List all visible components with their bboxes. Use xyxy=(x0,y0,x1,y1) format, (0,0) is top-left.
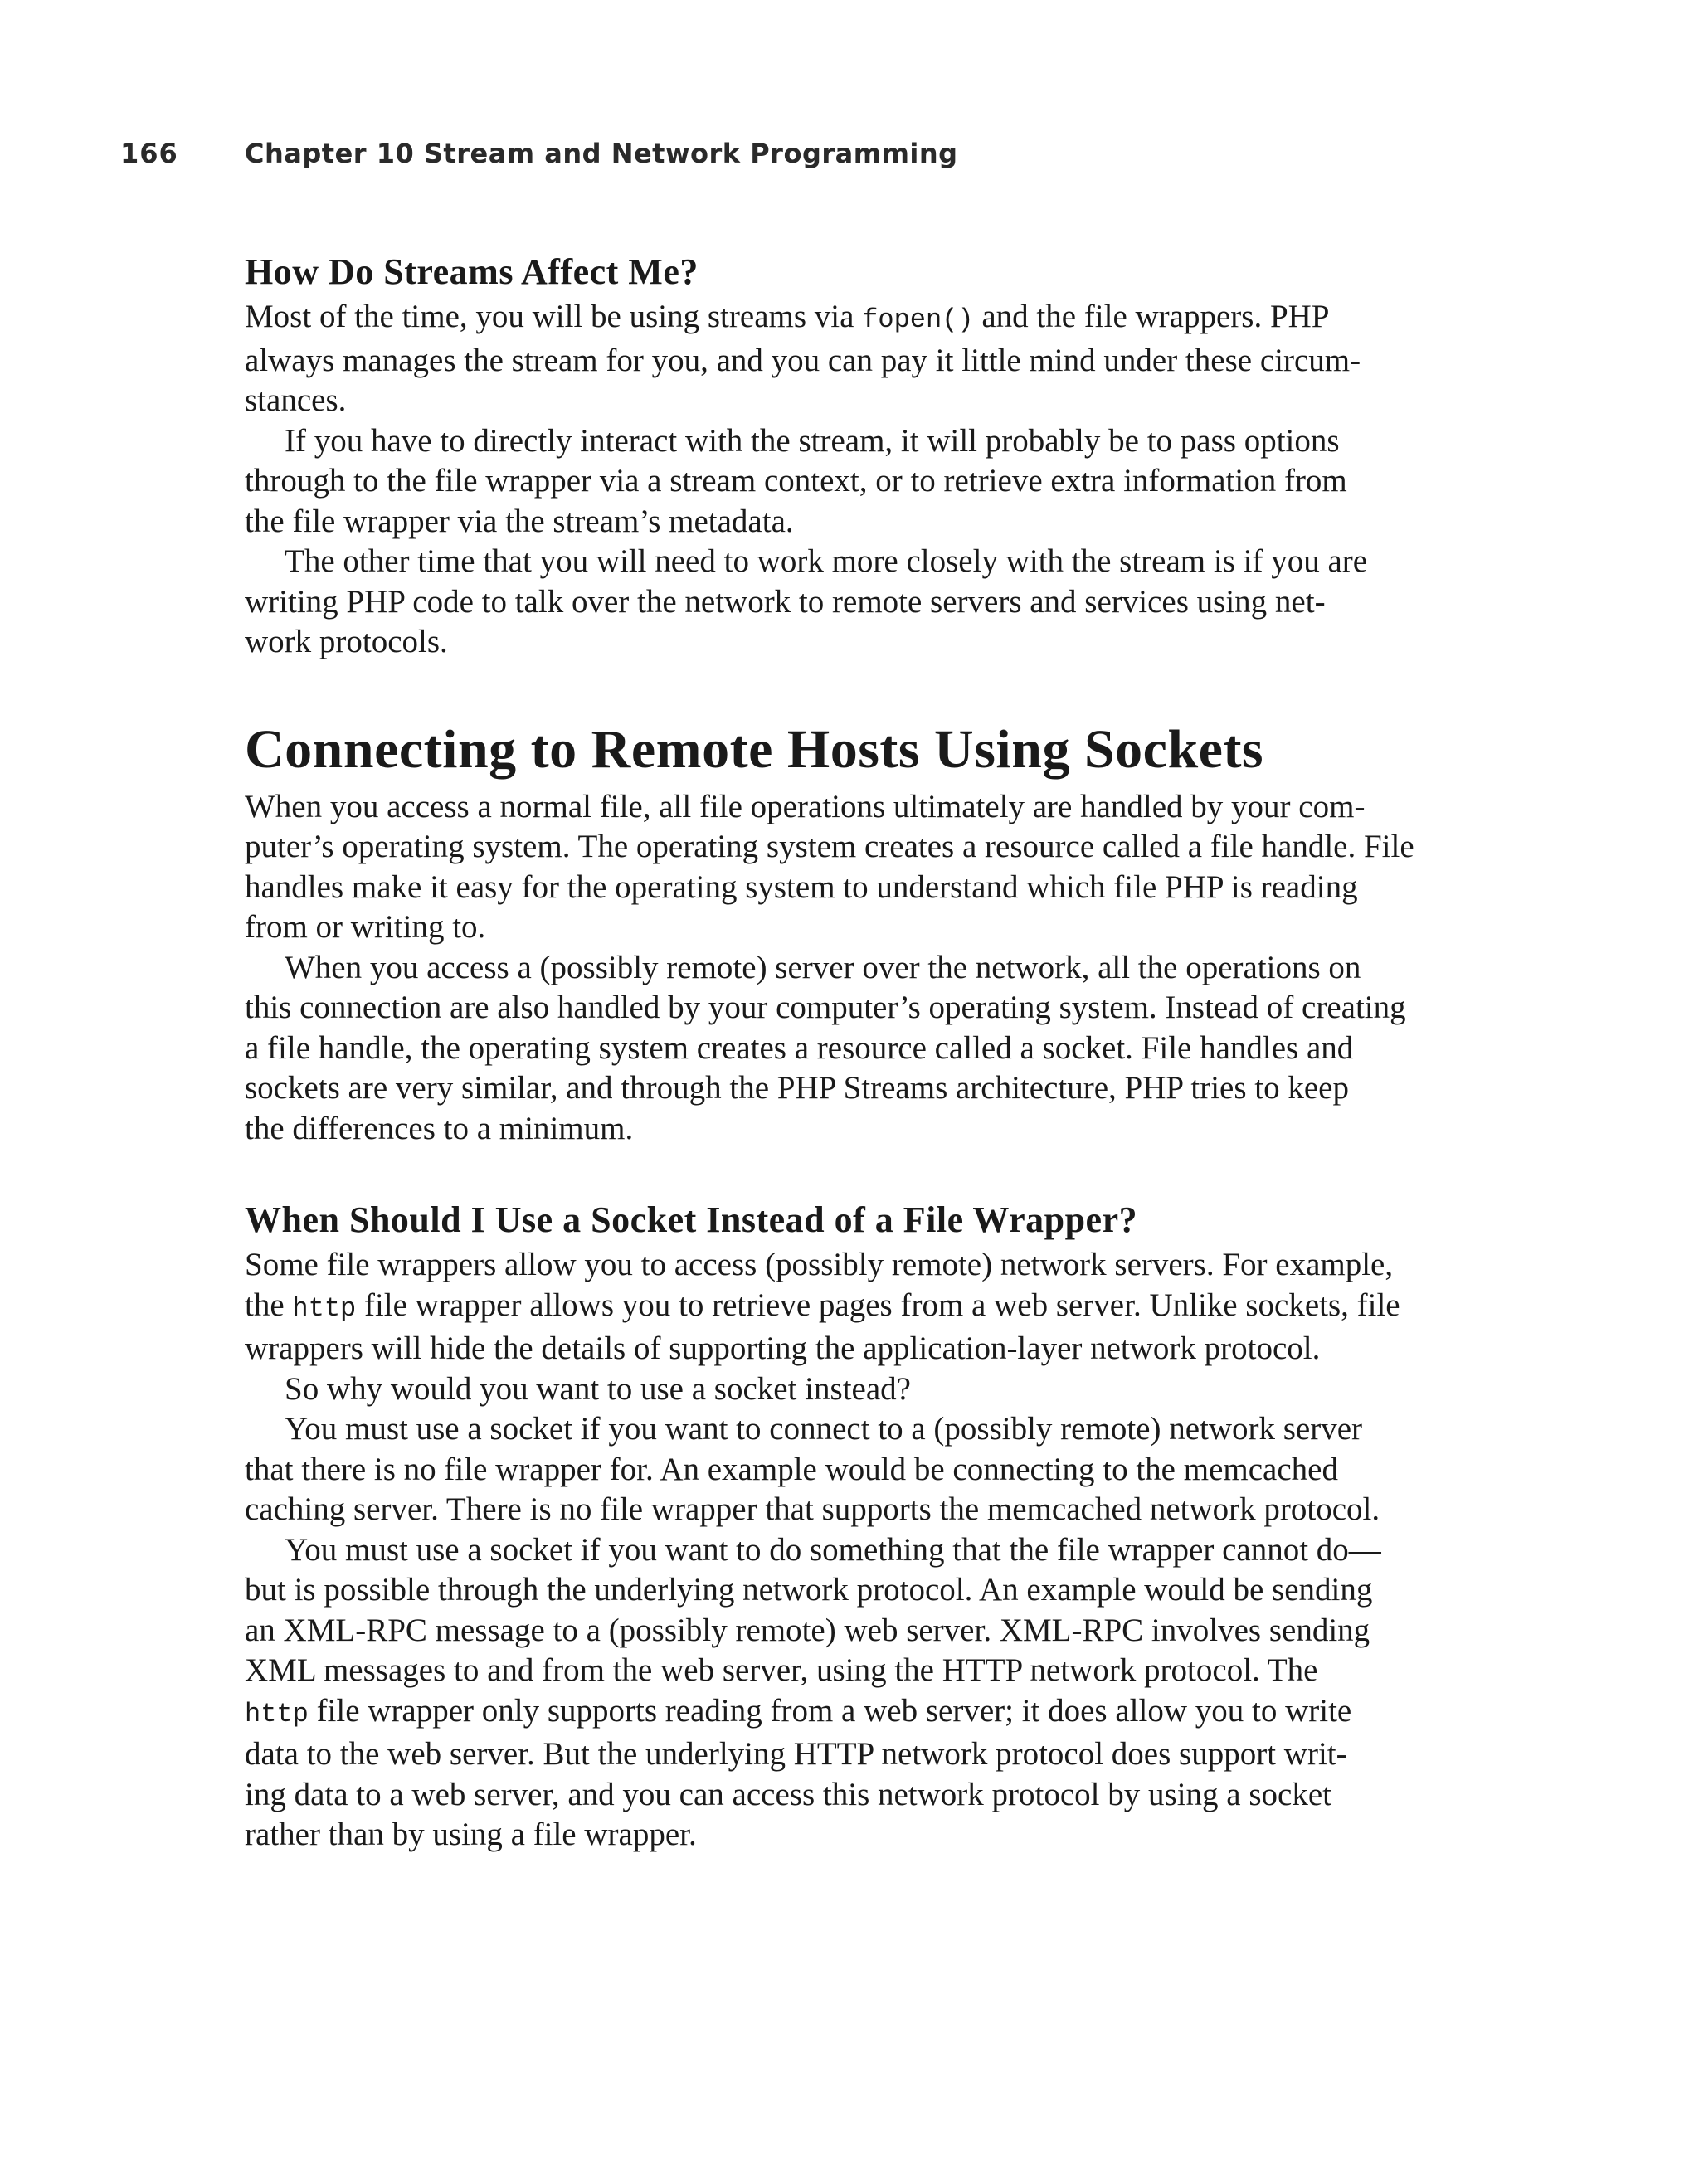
paragraph-memcached xyxy=(245,1409,1448,1530)
text-line: The other time that you will need to work more closely with the stream is if you are xyxy=(285,543,1368,579)
chapter-title: Chapter 10 Stream and Network Programming xyxy=(245,138,958,169)
page-number: 166 xyxy=(120,138,178,169)
text-line: the file wrapper via the stream’s metadata. xyxy=(245,503,794,539)
running-head xyxy=(120,133,1448,174)
text-line: ing data to a web server, and you can access this network protocol by using a socket xyxy=(245,1776,1331,1812)
text-line: from or writing to. xyxy=(245,909,486,945)
paragraph-xml-rpc xyxy=(245,1530,1448,1856)
paragraph-network-protocols xyxy=(245,542,1448,663)
text-run: the xyxy=(245,1287,293,1323)
text-line: an XML-RPC message to a (possibly remote) web server. XML-RPC involves sending xyxy=(245,1612,1370,1648)
text-line: through to the file wrapper via a stream context, or to retrieve extra information from xyxy=(245,463,1347,499)
text-run: file wrapper only supports reading from a web server; it does allow you to write xyxy=(308,1692,1352,1729)
text-line: You must use a socket if you want to connect to a (possibly remote) network server xyxy=(285,1411,1363,1447)
text-line: but is possible through the underlying network protocol. An example would be sending xyxy=(245,1572,1373,1608)
text-line: rather than by using a file wrapper. xyxy=(245,1817,697,1852)
text-line: So why would you want to use a socket instead? xyxy=(285,1370,911,1407)
paragraph-file-wrappers xyxy=(245,1245,1448,1369)
text-line: always manages the stream for you, and you can pay it little mind under these circum- xyxy=(245,342,1361,378)
text-run: and the file wrappers. PHP xyxy=(973,299,1330,334)
paragraph-why-socket xyxy=(245,1369,1448,1410)
text-line xyxy=(245,1286,1448,1330)
paragraph-sockets xyxy=(245,948,1448,1150)
text-line: stances. xyxy=(245,382,347,418)
text-line: that there is no file wrapper for. An example would be connecting to the memcached xyxy=(245,1451,1338,1487)
paragraph-stream-interaction xyxy=(245,421,1448,542)
text-line: this connection are also handled by your computer’s operating system. Instead of creating xyxy=(245,990,1406,1025)
text-line xyxy=(245,1691,1448,1735)
text-line: sockets are very similar, and through the PHP Streams architecture, PHP tries to keep xyxy=(245,1070,1349,1106)
inline-code-fopen: fopen() xyxy=(862,304,974,335)
text-line xyxy=(245,297,1448,341)
heading-connecting-to-remote-hosts: Connecting to Remote Hosts Using Sockets xyxy=(245,718,1264,780)
text-line: wrappers will hide the details of supporting the application-layer network protocol. xyxy=(245,1330,1321,1366)
text-line: a file handle, the operating system creates a resource called a socket. File handles and xyxy=(245,1029,1354,1066)
text-line: Some file wrappers allow you to access (possibly remote) network servers. For example, xyxy=(245,1247,1394,1282)
paragraph-file-handles xyxy=(245,787,1448,948)
text-line: XML messages to and from the web server, using the HTTP network protocol. The xyxy=(245,1652,1318,1688)
text-line: If you have to directly interact with the stream, it will probably be to pass options xyxy=(285,422,1340,459)
text-line: When you access a (possibly remote) server over the network, all the operations on xyxy=(285,949,1361,985)
text-line: puter’s operating system. The operating system creates a resource called a file handle. File xyxy=(245,829,1414,864)
inline-code-http: http xyxy=(292,1292,357,1324)
text-line: writing PHP code to talk over the network to remote servers and services using net- xyxy=(245,583,1326,620)
text-line: the differences to a minimum. xyxy=(245,1110,634,1146)
paragraph-streams-intro xyxy=(245,297,1448,421)
text-line: work protocols. xyxy=(245,624,448,659)
heading-when-should-i-use-a-socket: When Should I Use a Socket Instead of a File Wrapper? xyxy=(245,1199,1138,1240)
page-body xyxy=(245,247,1448,1856)
heading-how-do-streams-affect-me: How Do Streams Affect Me? xyxy=(245,251,699,292)
text-line: handles make it easy for the operating system to understand which file PHP is reading xyxy=(245,868,1358,905)
text-run: file wrapper allows you to retrieve pages from a web server. Unlike sockets, file xyxy=(356,1287,1400,1323)
text-line: When you access a normal file, all file operations ultimately are handled by your com- xyxy=(245,788,1366,824)
text-run: Most of the time, you will be using streams via xyxy=(245,299,863,334)
text-line: caching server. There is no file wrapper that supports the memcached network protocol. xyxy=(245,1491,1380,1527)
inline-code-http: http xyxy=(245,1698,309,1729)
text-line: You must use a socket if you want to do something that the file wrapper cannot do— xyxy=(285,1531,1381,1568)
text-line: data to the web server. But the underlying HTTP network protocol does support writ- xyxy=(245,1736,1347,1772)
